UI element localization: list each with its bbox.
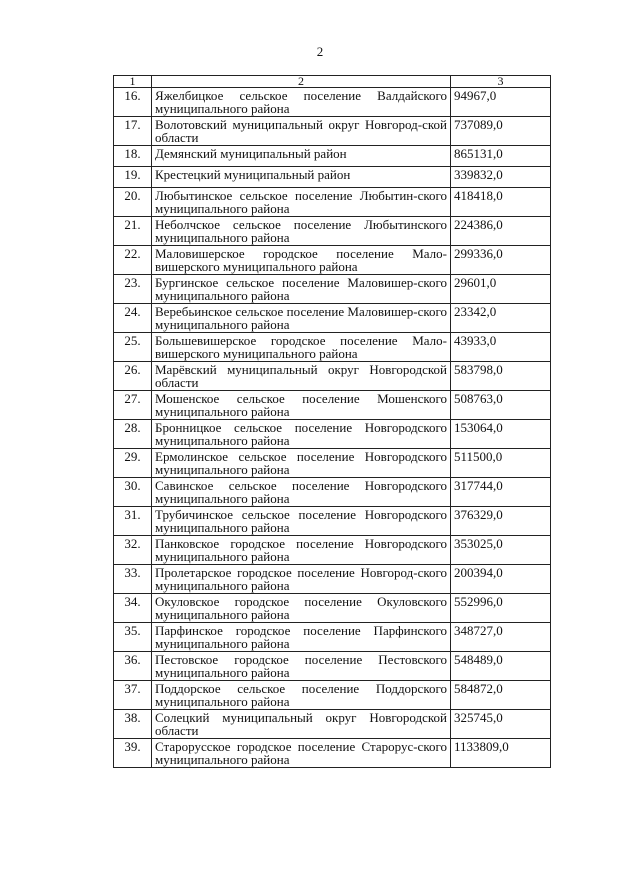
- row-name: Любытинское сельское поселение Любытин-ского муниципального района: [152, 188, 451, 217]
- table-row: [114, 739, 551, 768]
- row-number: 16.: [114, 88, 152, 117]
- row-value: 29601,0: [451, 275, 551, 304]
- row-value: 317744,0: [451, 478, 551, 507]
- row-value: 339832,0: [451, 167, 551, 188]
- row-value: 348727,0: [451, 623, 551, 652]
- table-row: [114, 391, 551, 420]
- row-value: 224386,0: [451, 217, 551, 246]
- column-header: 1: [114, 76, 152, 88]
- row-number: 22.: [114, 246, 152, 275]
- row-number: 17.: [114, 117, 152, 146]
- table-row: [114, 117, 551, 146]
- row-name: Веребьинское сельское поселение Маловишер-ского муниципального района: [152, 304, 451, 333]
- row-name: Савинское сельское поселение Новгородского муниципального района: [152, 478, 451, 507]
- row-value: 94967,0: [451, 88, 551, 117]
- row-value: 1133809,0: [451, 739, 551, 768]
- row-value: 552996,0: [451, 594, 551, 623]
- row-number: 33.: [114, 565, 152, 594]
- row-value: 325745,0: [451, 710, 551, 739]
- table-row: [114, 536, 551, 565]
- row-number: 30.: [114, 478, 152, 507]
- row-name: Волотовский муниципальный округ Новгород-ской области: [152, 117, 451, 146]
- row-value: 508763,0: [451, 391, 551, 420]
- row-number: 32.: [114, 536, 152, 565]
- table-row: [114, 652, 551, 681]
- column-header: 3: [451, 76, 551, 88]
- row-number: 28.: [114, 420, 152, 449]
- table-row: [114, 217, 551, 246]
- row-number: 25.: [114, 333, 152, 362]
- table-row: [114, 146, 551, 167]
- table-row: [114, 420, 551, 449]
- table-row: [114, 507, 551, 536]
- row-name: Большевишерское городское поселение Мало-вишерского муниципального района: [152, 333, 451, 362]
- row-name: Мошенское сельское поселение Мошенского муниципального района: [152, 391, 451, 420]
- row-value: 583798,0: [451, 362, 551, 391]
- column-header: 2: [152, 76, 451, 88]
- table-row: [114, 304, 551, 333]
- budget-table: [113, 75, 551, 768]
- table-row: [114, 710, 551, 739]
- row-value: 865131,0: [451, 146, 551, 167]
- row-number: 19.: [114, 167, 152, 188]
- row-number: 18.: [114, 146, 152, 167]
- row-value: 737089,0: [451, 117, 551, 146]
- page-number: 2: [316, 44, 324, 59]
- row-value: 418418,0: [451, 188, 551, 217]
- row-number: 24.: [114, 304, 152, 333]
- table-row: [114, 275, 551, 304]
- table-row: [114, 188, 551, 217]
- row-number: 38.: [114, 710, 152, 739]
- row-number: 23.: [114, 275, 152, 304]
- table-row: [114, 246, 551, 275]
- row-number: 37.: [114, 681, 152, 710]
- table-row: [114, 594, 551, 623]
- row-value: 376329,0: [451, 507, 551, 536]
- row-name: Марёвский муниципальный округ Новгородской области: [152, 362, 451, 391]
- row-value: 299336,0: [451, 246, 551, 275]
- row-name: Поддорское сельское поселение Поддорского муниципального района: [152, 681, 451, 710]
- row-value: 548489,0: [451, 652, 551, 681]
- row-number: 29.: [114, 449, 152, 478]
- row-number: 39.: [114, 739, 152, 768]
- row-name: Бургинское сельское поселение Маловишер-ского муниципального района: [152, 275, 451, 304]
- row-number: 21.: [114, 217, 152, 246]
- row-value: 353025,0: [451, 536, 551, 565]
- row-name: Трубичинское сельское поселение Новгородского муниципального района: [152, 507, 451, 536]
- row-name: Старорусское городское поселение Староруc-ского муниципального района: [152, 739, 451, 768]
- row-name: Ермолинское сельское поселение Новгородского муниципального района: [152, 449, 451, 478]
- row-name: Бронницкое сельское поселение Новгородского муниципального района: [152, 420, 451, 449]
- row-name: Неболчское сельское поселение Любытинского муниципального района: [152, 217, 451, 246]
- row-value: 200394,0: [451, 565, 551, 594]
- row-name: Крестецкий муниципальный район: [152, 167, 451, 188]
- row-number: 31.: [114, 507, 152, 536]
- table-row: [114, 623, 551, 652]
- row-name: Окуловское городское поселение Окуловского муниципального района: [152, 594, 451, 623]
- row-name: Яжелбицкое сельское поселение Валдайского муниципального района: [152, 88, 451, 117]
- row-name: Пролетарское городское поселение Новгород-ского муниципального района: [152, 565, 451, 594]
- table-row: [114, 333, 551, 362]
- row-number: 36.: [114, 652, 152, 681]
- table-body: [114, 76, 551, 768]
- table-row: [114, 362, 551, 391]
- row-number: 34.: [114, 594, 152, 623]
- row-number: 20.: [114, 188, 152, 217]
- row-name: Парфинское городское поселение Парфинского муниципального района: [152, 623, 451, 652]
- row-value: 584872,0: [451, 681, 551, 710]
- row-number: 35.: [114, 623, 152, 652]
- row-number: 27.: [114, 391, 152, 420]
- table-row: [114, 681, 551, 710]
- row-name: Маловишерское городское поселение Мало-вишерского муниципального района: [152, 246, 451, 275]
- row-name: Солецкий муниципальный округ Новгородской области: [152, 710, 451, 739]
- row-name: Панковское городское поселение Новгородского муниципального района: [152, 536, 451, 565]
- row-value: 511500,0: [451, 449, 551, 478]
- row-value: 153064,0: [451, 420, 551, 449]
- row-name: Демянский муниципальный район: [152, 146, 451, 167]
- row-name: Пестовское городское поселение Пестовского муниципального района: [152, 652, 451, 681]
- table-row: [114, 565, 551, 594]
- table-row: [114, 478, 551, 507]
- row-value: 43933,0: [451, 333, 551, 362]
- table-row: [114, 88, 551, 117]
- table-row: [114, 449, 551, 478]
- table-row: [114, 167, 551, 188]
- row-number: 26.: [114, 362, 152, 391]
- table-header-row: [114, 76, 551, 88]
- row-value: 23342,0: [451, 304, 551, 333]
